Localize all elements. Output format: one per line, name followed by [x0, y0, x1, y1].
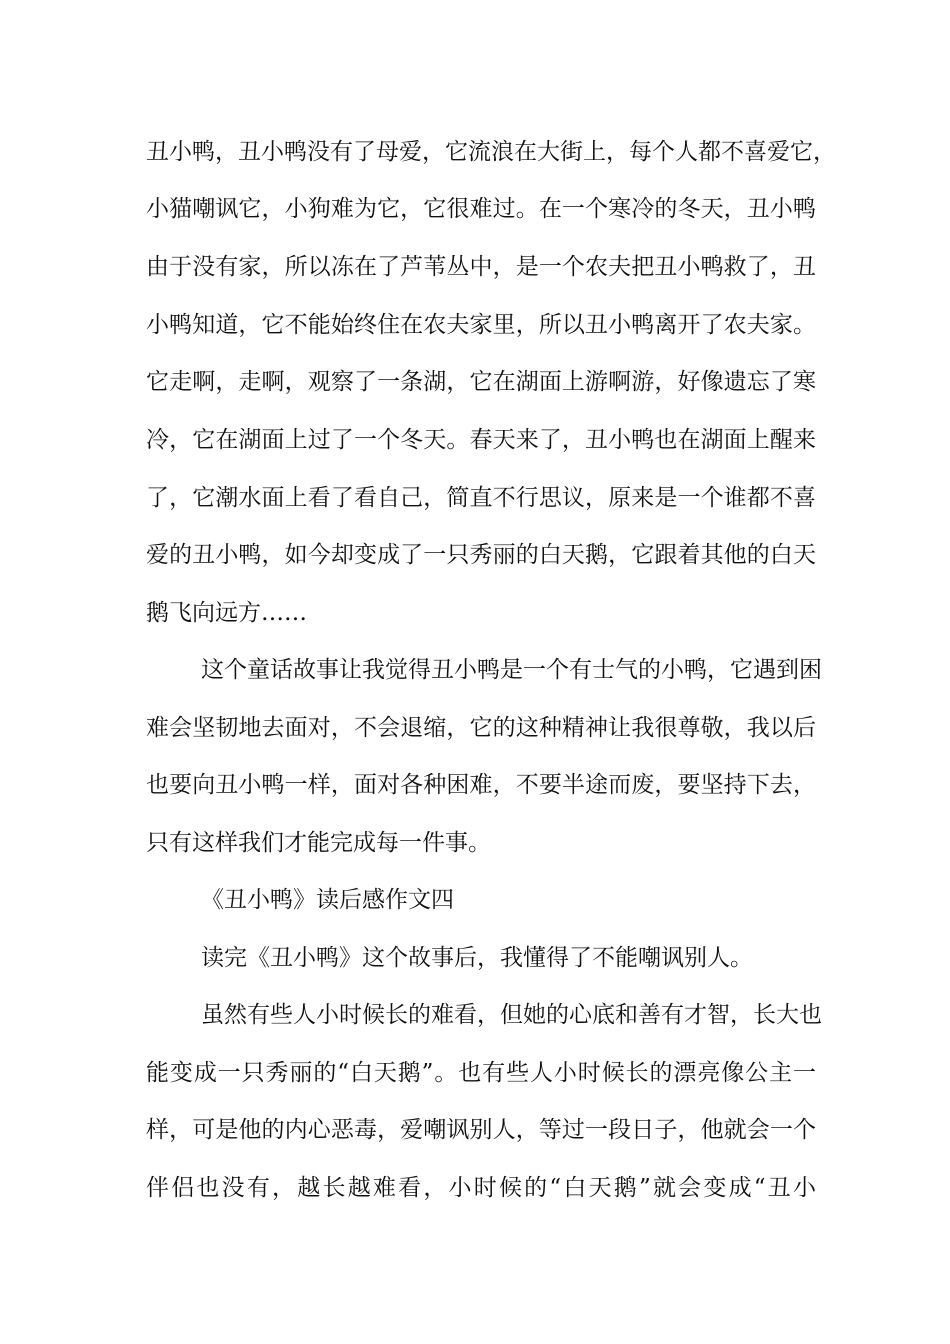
paragraph-2-line-2: 难会坚韧地去面对，不会退缩，它的这种精神让我很尊敬，我以后 — [146, 715, 816, 741]
paragraph-1-line-5: 它走啊，走啊，观察了一条湖，它在湖面上游啊游，好像遗忘了寒 — [146, 369, 816, 395]
paragraph-2-line-4: 只有这样我们才能完成每一件事。 — [146, 830, 491, 856]
paragraph-1-line-9: 鹅飞向远方…… — [146, 600, 307, 626]
paragraph-5-line-1: 虽然有些人小时候长的难看，但她的心底和善有才智，长大也 — [201, 1002, 822, 1028]
paragraph-5-line-3: 样，可是他的内心恶毒，爱嘲讽别人，等过一段日子，他就会一个 — [146, 1117, 816, 1143]
paragraph-1-line-6: 冷，它在湖面上过了一个冬天。春天来了，丑小鸭也在湖面上醒来 — [146, 427, 816, 453]
paragraph-1-line-2: 小猫嘲讽它，小狗难为它，它很难过。在一个寒冷的冬天，丑小鸭 — [146, 196, 816, 222]
paragraph-1-line-4: 小鸭知道，它不能始终住在农夫家里，所以丑小鸭离开了农夫家。 — [146, 312, 816, 338]
paragraph-5-line-4: 伴侣也没有，越长越难看，小时候的“白天鹅”就会变成“丑小 — [146, 1175, 816, 1201]
paragraph-1-line-3: 由于没有家，所以冻在了芦苇丛中，是一个农夫把丑小鸭救了，丑 — [146, 254, 816, 280]
paragraph-5-line-2: 能变成一只秀丽的“白天鹅”。也有些人小时候长的漂亮像公主一 — [146, 1060, 816, 1086]
paragraph-1-line-7: 了，它潮水面上看了看自己，简直不行思议，原来是一个谁都不喜 — [146, 485, 816, 511]
paragraph-2-line-1: 这个童话故事让我觉得丑小鸭是一个有士气的小鸭，它遇到困 — [201, 657, 822, 683]
paragraph-2-line-3: 也要向丑小鸭一样，面对各种困难，不要半途而废，要坚持下去， — [146, 772, 816, 798]
section-heading: 《丑小鸭》读后感作文四 — [201, 887, 454, 913]
paragraph-1-line-8: 爱的丑小鸭，如今却变成了一只秀丽的白天鹅，它跟着其他的白天 — [146, 542, 816, 568]
paragraph-1-line-1: 丑小鸭，丑小鸭没有了母爱，它流浪在大街上，每个人都不喜爱它， — [146, 139, 836, 165]
paragraph-4-line-1: 读完《丑小鸭》这个故事后，我懂得了不能嘲讽别人。 — [201, 945, 753, 971]
